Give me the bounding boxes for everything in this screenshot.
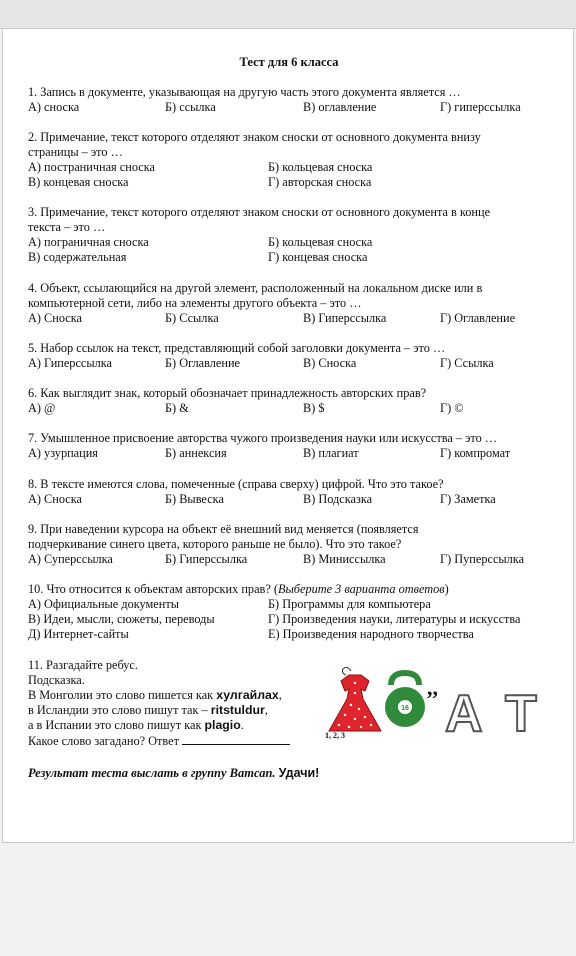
answer-blank-line [182,733,290,745]
answer-option: А) сноска [28,100,80,114]
hint-text: в Исландии это слово пишут так – [28,703,211,717]
answer-option: А) узурпация [28,446,98,460]
hint-text: . [240,718,244,732]
rebus-letter-a: А [445,685,483,743]
question-text-end: ) [444,582,449,596]
question-hint: Выберите 3 варианта ответов [277,582,445,596]
mongolian-word: хулгайлах [216,688,279,702]
answer-option: В) Сноска [303,356,357,370]
svg-text:16: 16 [401,705,409,712]
question-text: 5. Набор ссылок на текст, представляющий собой заголовки документа – это … [28,341,446,355]
rebus-picture [321,665,571,745]
question-text: подчеркивание синего цвета, которого раньше не было). Что это такое? [28,537,402,551]
answer-option: Г) Ссылка [440,356,494,370]
answer-option: Б) кольцевая сноска [268,235,373,249]
answer-option: А) пограничная сноска [28,235,149,249]
answer-option: Б) Оглавление [165,356,240,370]
answer-option: А) Гиперссылка [28,356,113,370]
question-text-main: 10. Что относится к объектам авторских прав? ( [28,582,278,596]
question-6 [28,386,568,416]
answer-option: Б) аннексия [165,446,227,460]
footer-note [28,766,319,781]
answer-prompt [28,733,318,749]
answer-option: Б) ссылка [165,100,216,114]
answer-option: А) Суперссылка [28,552,113,566]
rebus-image [321,665,571,745]
answer-option: В) Идеи, мысли, сюжеты, переводы [28,612,215,626]
question-7 [28,431,568,461]
question-text: текста – это … [28,220,106,234]
answer-option: Г) компромат [440,446,511,460]
answer-option: Г) гиперссылка [440,100,521,114]
question-text: 9. При наведении курсора на объект её внешний вид меняется (появляется [28,522,419,536]
page-title: Тест для 6 класса [239,55,339,69]
dress-icon [329,667,381,731]
kettlebell-icon [385,673,425,727]
question-text: страницы – это … [28,145,123,159]
hint-text: В Монголии это слово пишется как [28,688,217,702]
answer-option: В) Гиперссылка [303,311,387,325]
answer-option: А) постраничная сноска [28,160,155,174]
hint-mongolia [28,688,318,703]
question-10 [28,582,568,642]
answer-option: Г) Оглавление [440,311,516,325]
answer-option: Г) Произведения науки, литературы и искусства [268,612,521,626]
answer-prompt-text: Какое слово загадано? Ответ [28,734,183,748]
answer-option: Б) Вывеска [165,492,224,506]
hint-text: , [278,688,282,702]
hint-spain [28,718,318,733]
hint-text: , [264,703,268,717]
answer-option: А) Сноска [28,311,82,325]
answer-option: В) оглавление [303,100,377,114]
question-4 [28,281,568,326]
question-2 [28,130,568,190]
answer-option: В) Подсказка [303,492,373,506]
rebus-letter-t: Т [505,685,537,743]
question-text: 3. Примечание, текст которого отделяют знаком сноски от основного документа в конце [28,205,491,219]
question-5 [28,341,568,371]
answer-option: В) Миниссылка [303,552,386,566]
answer-option: Б) Программы для компьютера [268,597,431,611]
answer-option: А) @ [28,401,56,415]
footer-instruction: Результат теста выслать в группу Ватсап. [28,766,276,780]
question-text: 8. В тексте имеются слова, помеченные (справа сверху) цифрой. Что это такое? [28,477,444,491]
answer-option: Е) Произведения народного творчества [268,627,474,641]
answer-option: Г) Пуперссылка [440,552,525,566]
answer-option: А) Сноска [28,492,82,506]
answer-option: Г) Заметка [440,492,496,506]
question-text: 6. Как выглядит знак, который обозначает принадлежность авторских прав? [28,386,427,400]
answer-option: В) концевая сноска [28,175,129,189]
question-text: компьютерной сети, либо на элементы другого объекта – это … [28,296,362,310]
question-9 [28,522,568,567]
answer-option: Д) Интернет-сайты [28,627,129,641]
icelandic-word: ritstuldur [210,703,265,717]
question-11 [28,658,318,749]
answer-option: Г) концевая сноска [268,250,368,264]
question-text: 7. Умышленное присвоение авторства чужого произведения науки или искусства – это … [28,431,498,445]
question-8 [28,477,568,507]
answer-option: Б) & [165,401,189,415]
spanish-word: plagio [204,718,241,732]
document-page [2,28,574,843]
answer-option: А) Официальные документы [28,597,179,611]
question-text: 2. Примечание, текст которого отделяют знаком сноски от основного документа внизу [28,130,481,144]
answer-option: Г) авторская сноска [268,175,372,189]
answer-option: Б) кольцевая сноска [268,160,373,174]
hint-label: Подсказка. [28,673,85,687]
rebus-numbers: 1, 2, 3 [325,731,345,740]
answer-option: Г) © [440,401,464,415]
answer-option: В) плагиат [303,446,359,460]
answer-option: Б) Ссылка [165,311,219,325]
answer-option: В) $ [303,401,325,415]
question-1 [28,85,568,115]
answer-option: Б) Гиперссылка [165,552,248,566]
question-text: 11. Разгадайте ребус. [28,658,138,672]
question-3 [28,205,568,265]
footer-wish: Удачи! [278,766,320,780]
question-text: 4. Объект, ссылающийся на другой элемент, расположенный на локальном диске или в [28,281,483,295]
hint-text: а в Испании это слово пишут как [28,718,205,732]
question-text [28,582,568,597]
answer-option: В) содержательная [28,250,127,264]
quote-mark: ,, [427,675,438,700]
hint-iceland [28,703,318,718]
viewer-top-bar [0,0,576,29]
question-text: 1. Запись в документе, указывающая на другую часть этого документа является … [28,85,461,99]
